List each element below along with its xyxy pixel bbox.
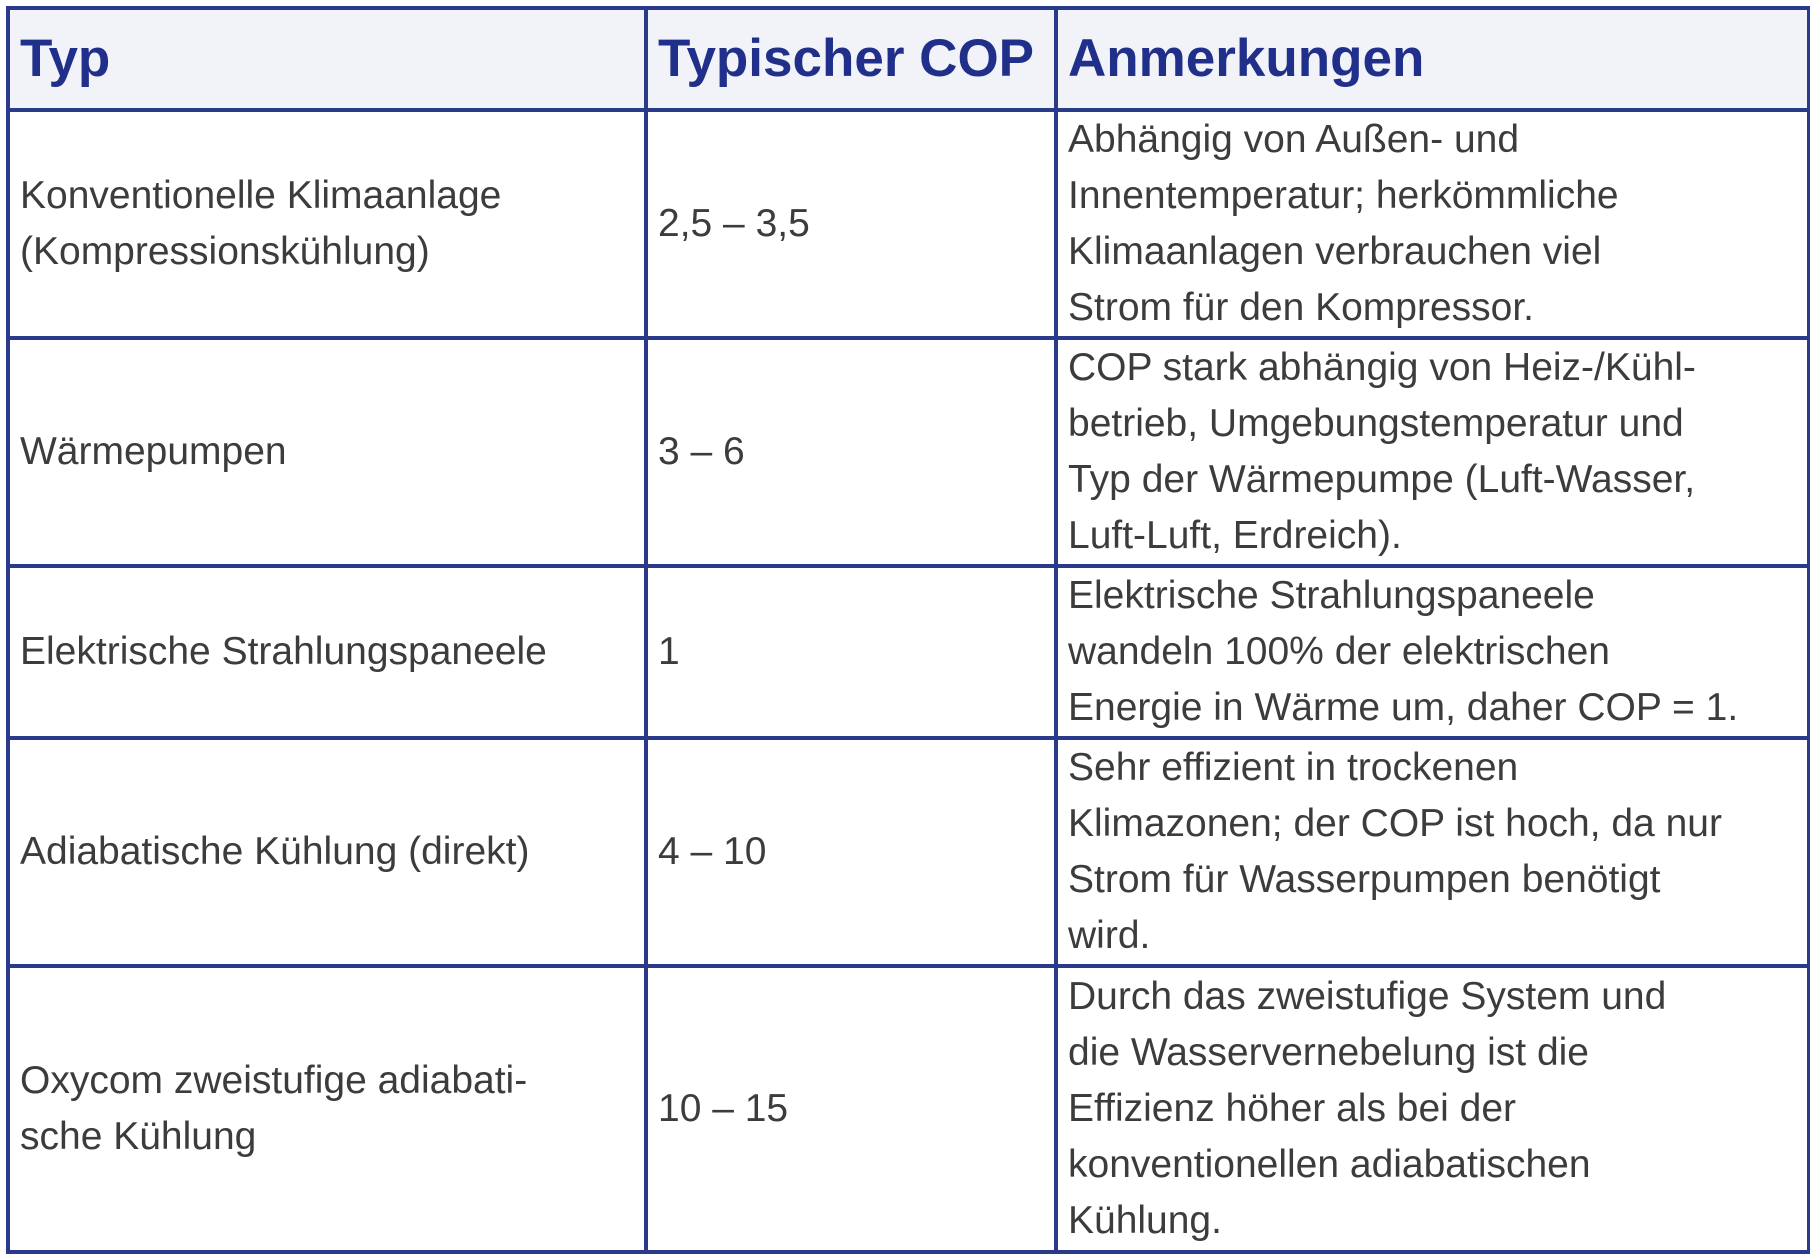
cell-notes: Durch das zweistufige System und die Wasservernebelung ist die Effizienz höher als bei der konventionellen adiabatischen Kühlung. [1056, 966, 1809, 1252]
cell-typ: Wärmepumpen [8, 338, 646, 566]
cell-cop: 1 [646, 566, 1056, 738]
cell-notes: Elektrische Strahlungspaneele wandeln 100% der elektrischen Energie in Wärme um, daher COP = 1. [1056, 566, 1809, 738]
cell-typ: Adiabatische Kühlung (direkt) [8, 738, 646, 966]
cell-cop: 10 – 15 [646, 966, 1056, 1252]
table-row [8, 110, 1809, 338]
cell-typ: Konventionelle Klimaanlage (Kompressionskühlung) [8, 110, 646, 338]
cop-comparison-table [6, 6, 1810, 1254]
table-row [8, 966, 1809, 1252]
header-typical-cop: Typischer COP [646, 8, 1056, 110]
table-row [8, 566, 1809, 738]
cell-notes: Abhängig von Außen- und Innentemperatur; herkömmliche Klimaanlagen verbrauchen viel Strom für den Kompressor. [1056, 110, 1809, 338]
cell-typ: Elektrische Strahlungspaneele [8, 566, 646, 738]
table-header-row [8, 8, 1809, 110]
cell-notes: Sehr effizient in trockenen Klimazonen; der COP ist hoch, da nur Strom für Wasserpumpen benötigt wird. [1056, 738, 1809, 966]
header-notes: Anmerkungen [1056, 8, 1809, 110]
cell-cop: 2,5 – 3,5 [646, 110, 1056, 338]
header-typ: Typ [8, 8, 646, 110]
cell-notes: COP stark abhängig von Heiz-/Kühl- betrieb, Umgebungstemperatur und Typ der Wärmepumpe (Luft-Wasser, Luft-Luft, Erdreich). [1056, 338, 1809, 566]
cell-cop: 4 – 10 [646, 738, 1056, 966]
table-row [8, 338, 1809, 566]
table-row [8, 738, 1809, 966]
cell-typ: Oxycom zweistufige adiabati- sche Kühlung [8, 966, 646, 1252]
cell-cop: 3 – 6 [646, 338, 1056, 566]
